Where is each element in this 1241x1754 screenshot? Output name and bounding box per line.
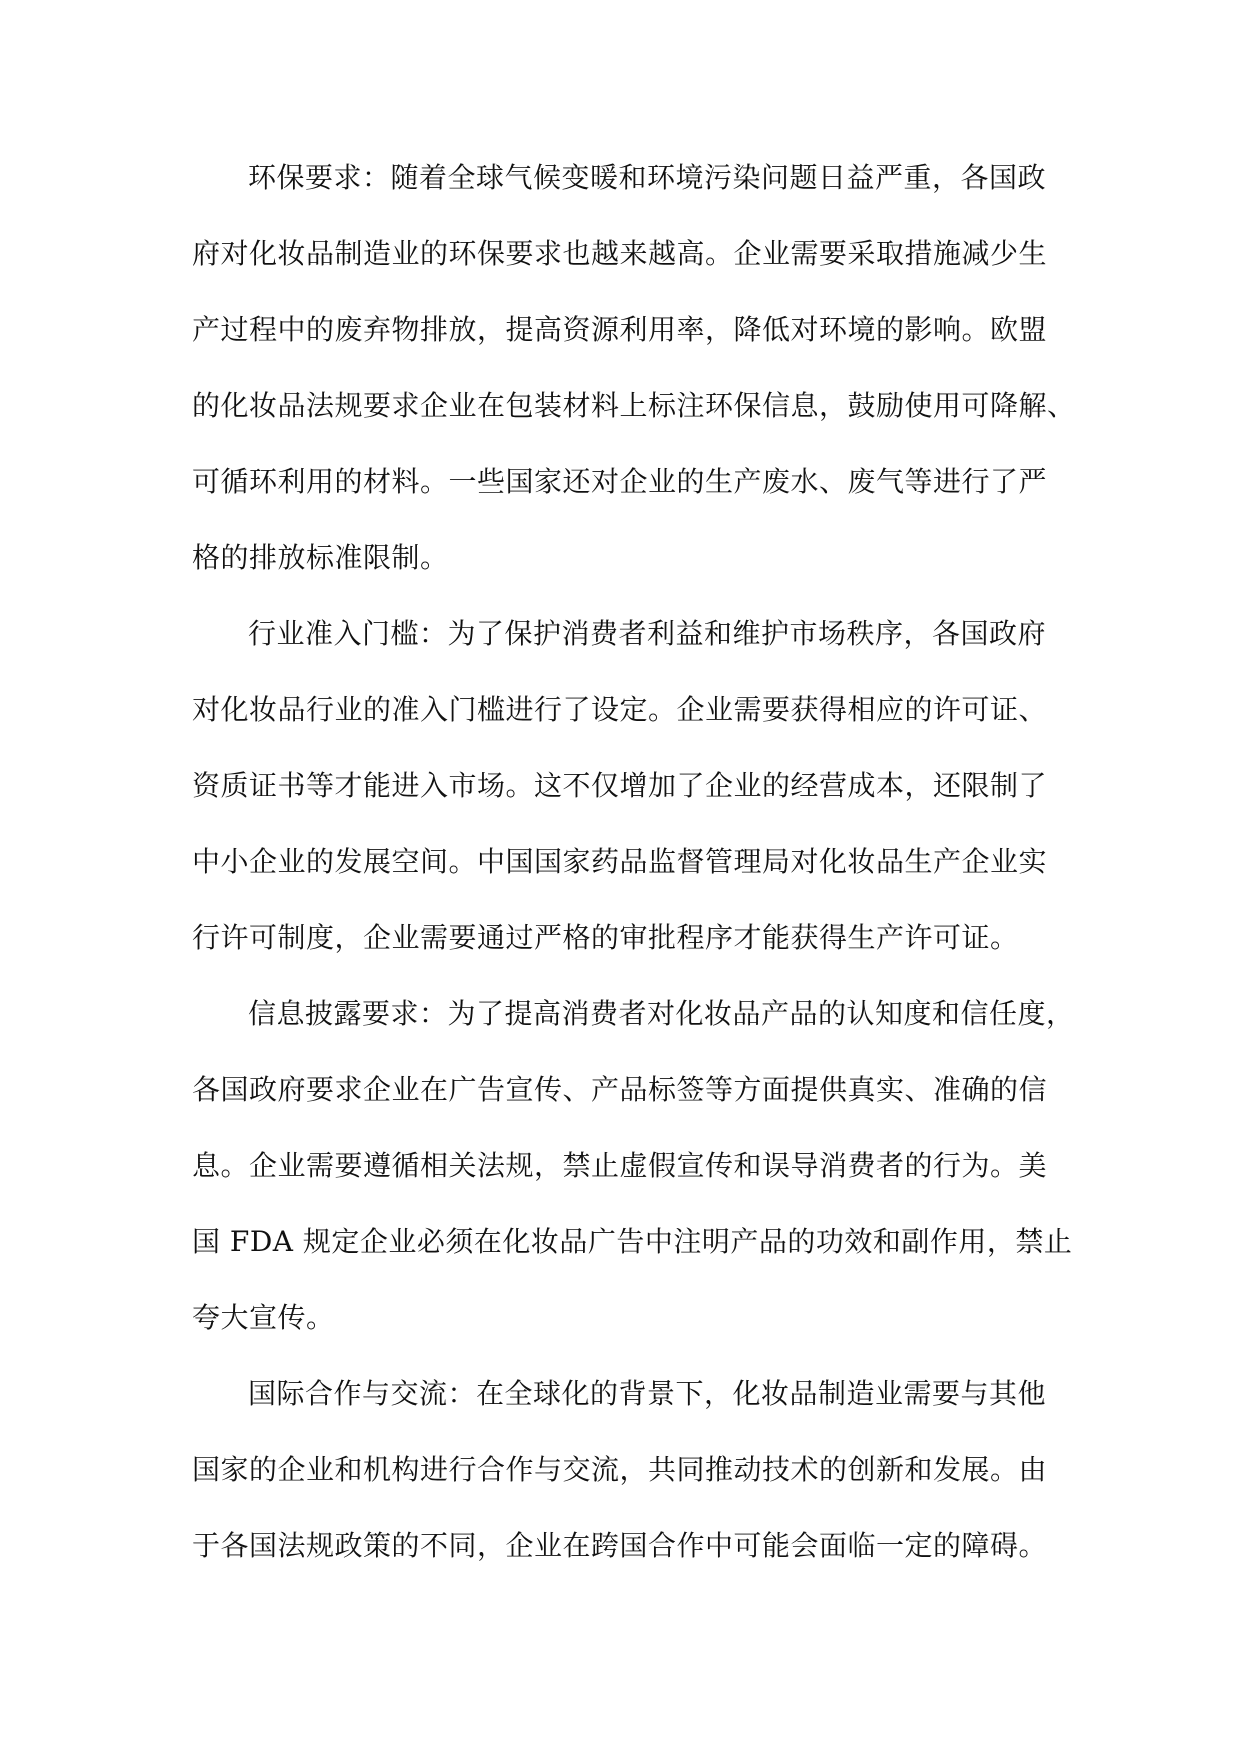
paragraph-information-disclosure [192, 976, 1075, 1356]
text-line: 资质证书等才能进入市场。这不仅增加了企业的经营成本，还限制了 [192, 769, 1048, 802]
paragraph-industry-entry-threshold [192, 596, 1052, 976]
text-line: 夸大宣传。 [192, 1301, 335, 1334]
text-line: 格的排放标准限制。 [192, 541, 449, 574]
text-line: 府对化妆品制造业的环保要求也越来越高。企业需要采取措施减少生 [192, 237, 1048, 270]
text-line: 国际合作与交流：在全球化的背景下，化妆品制造业需要与其他 [248, 1377, 1047, 1410]
text-line: 行许可制度，企业需要通过严格的审批程序才能获得生产许可证。 [192, 921, 1019, 954]
text-line: 产过程中的废弃物排放，提高资源利用率，降低对环境的影响。欧盟 [192, 313, 1048, 346]
text-line: 的化妆品法规要求企业在包装材料上标注环保信息，鼓励使用可降解、 [192, 389, 1076, 422]
text-line: 对化妆品行业的准入门槛进行了设定。企业需要获得相应的许可证、 [192, 693, 1048, 726]
text-line: 国家的企业和机构进行合作与交流，共同推动技术的创新和发展。由 [192, 1453, 1048, 1486]
text-line: 各国政府要求企业在广告宣传、产品标签等方面提供真实、准确的信 [192, 1073, 1048, 1106]
paragraph-international-cooperation [192, 1356, 1052, 1584]
text-line: 于各国法规政策的不同，企业在跨国合作中可能会面临一定的障碍。 [192, 1529, 1048, 1562]
document-body [192, 140, 1076, 1584]
paragraph-environmental-requirements [192, 140, 1076, 596]
text-line: 中小企业的发展空间。中国国家药品监督管理局对化妆品生产企业实 [192, 845, 1048, 878]
text-line: 息。企业需要遵循相关法规，禁止虚假宣传和误导消费者的行为。美 [192, 1149, 1048, 1182]
text-line: 国 FDA 规定企业必须在化妆品广告中注明产品的功效和副作用，禁止 [192, 1225, 1073, 1258]
text-line: 环保要求：随着全球气候变暖和环境污染问题日益严重，各国政 [248, 161, 1047, 194]
text-line: 信息披露要求：为了提高消费者对化妆品产品的认知度和信任度， [248, 997, 1075, 1030]
text-line: 可循环利用的材料。一些国家还对企业的生产废水、废气等进行了严 [192, 465, 1048, 498]
text-line: 行业准入门槛：为了保护消费者利益和维护市场秩序，各国政府 [248, 617, 1047, 650]
